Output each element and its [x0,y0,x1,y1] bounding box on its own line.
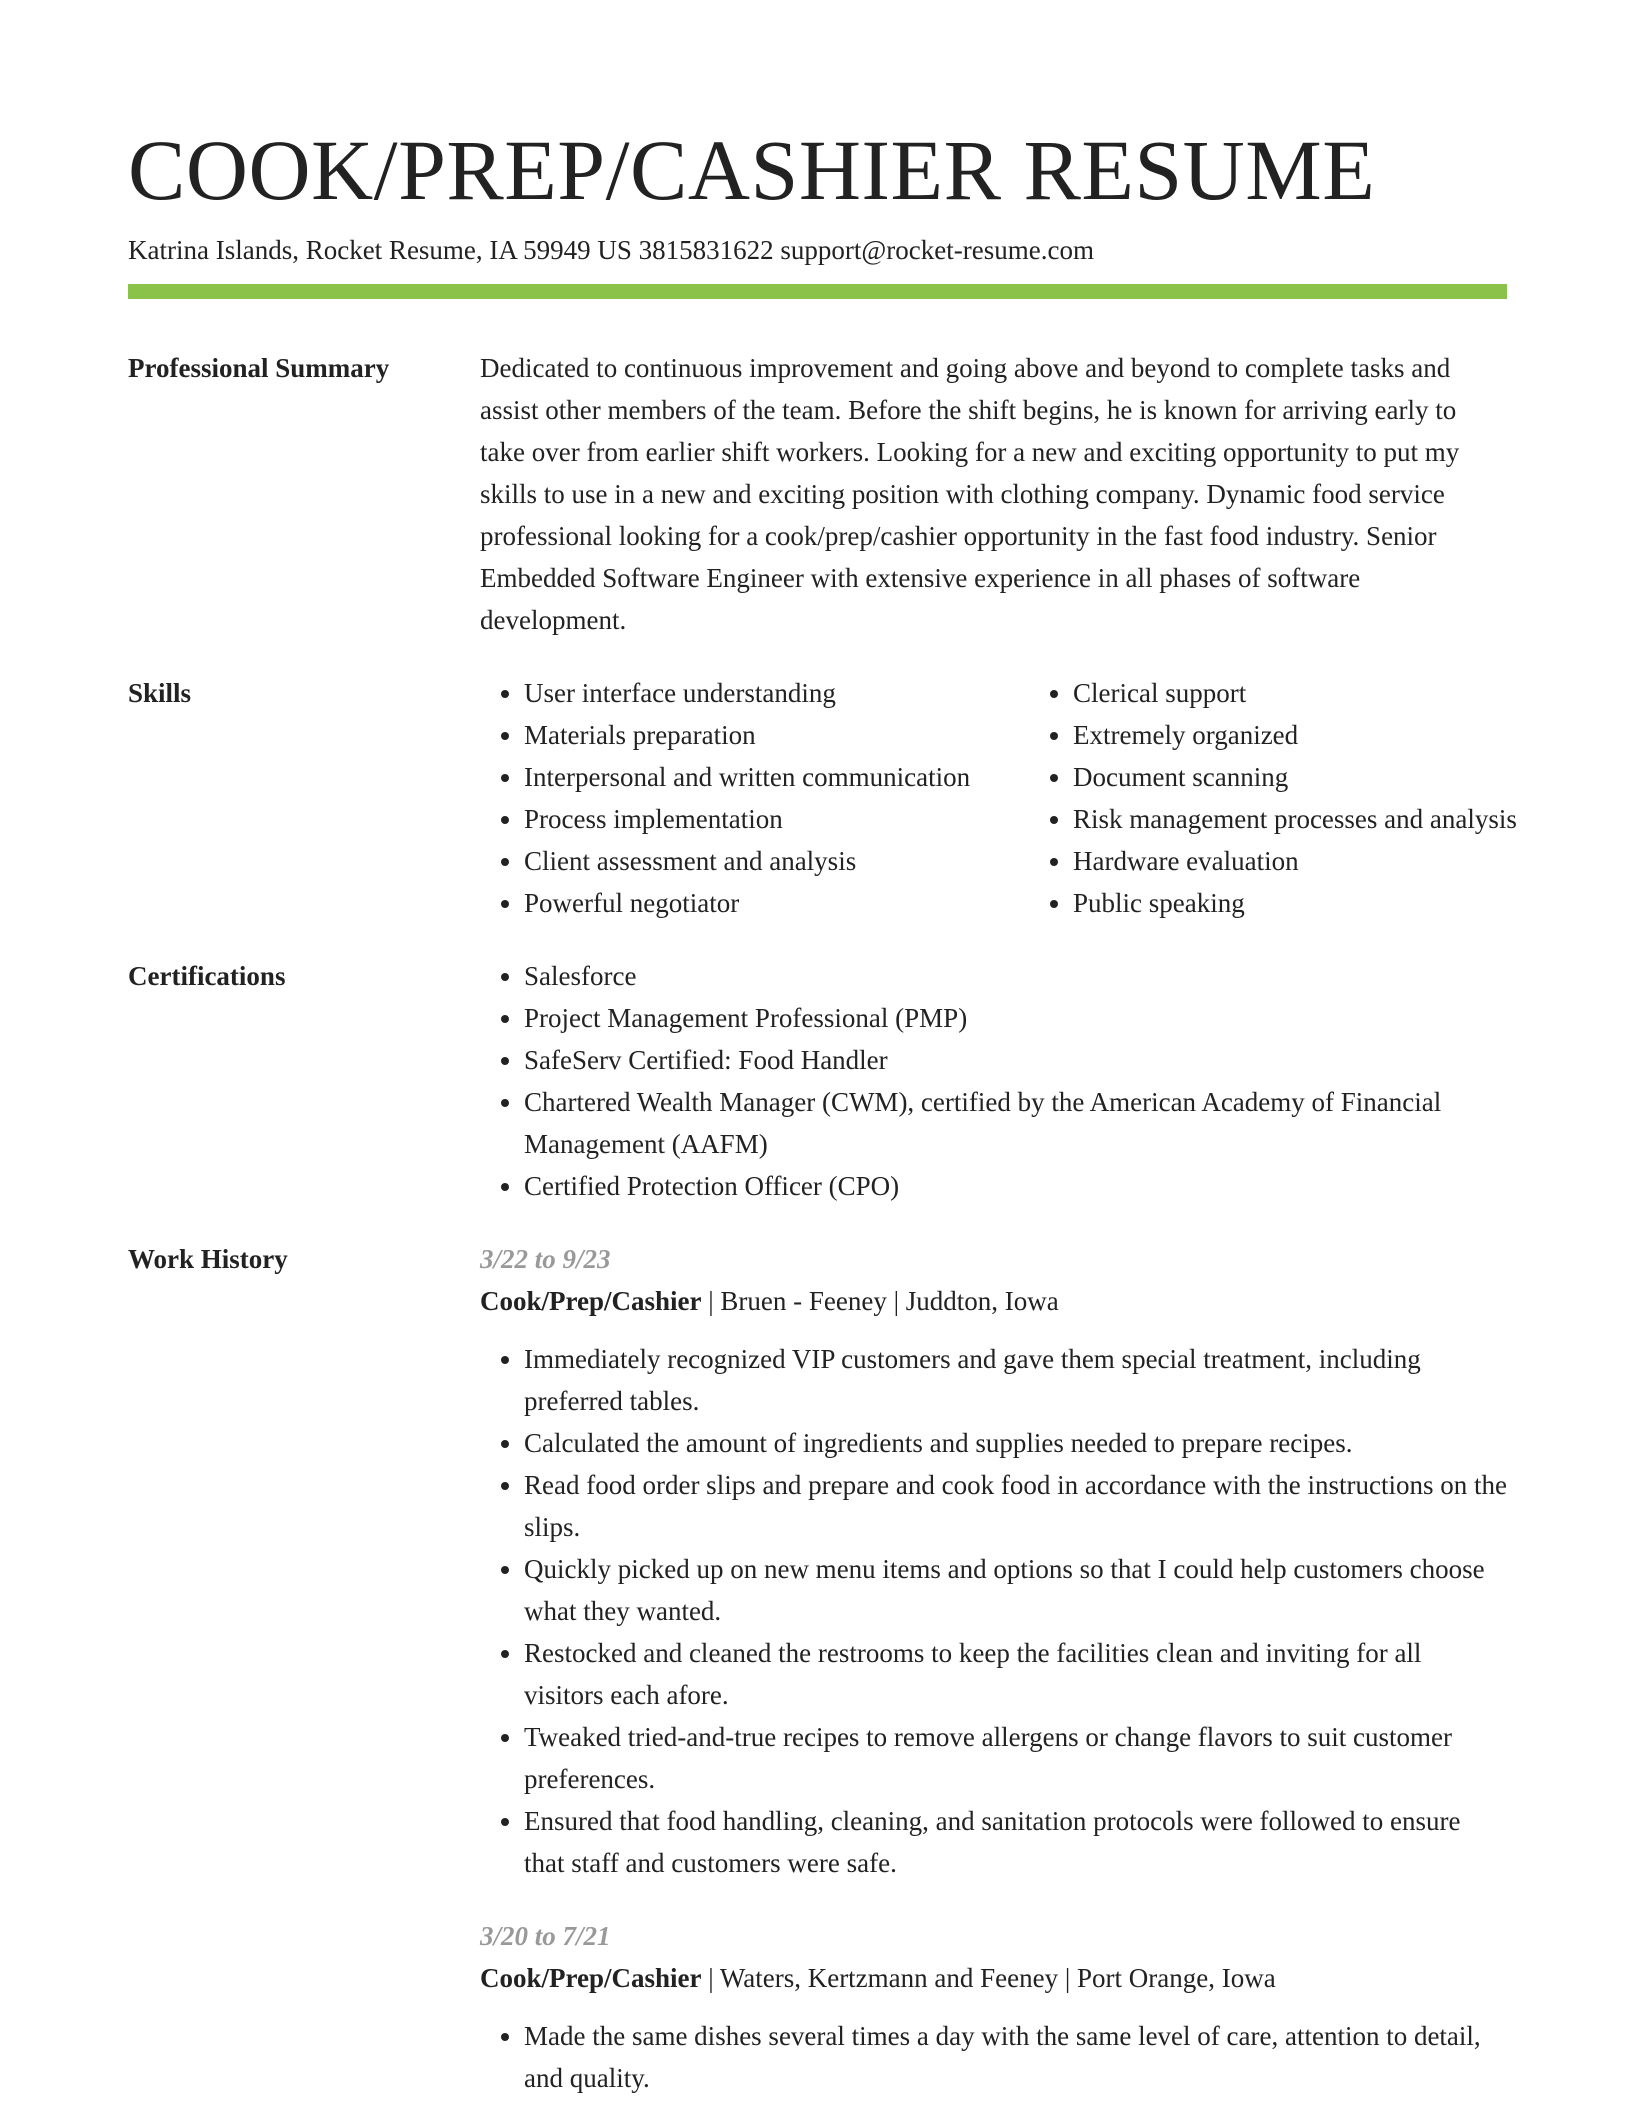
header-divider [128,284,1507,299]
job-bullet: • Immediately recognized VIP customers and gave them special treatment, including preferred tables. [524,1338,1507,1422]
skills-label: Skills [128,678,192,708]
work-history-section [128,1238,1507,2099]
skill-item: • Extremely organized [1073,714,1517,756]
work-history-label: Work History [128,1244,288,1274]
resume-title: COOK/PREP/CASHIER RESUME [128,122,1376,218]
certifications-label: Certifications [128,961,286,991]
summary-body [480,347,1507,641]
skill-item: • Clerical support [1073,672,1517,714]
certifications-list [480,955,1507,1207]
summary-text: Dedicated to continuous improvement and going above and beyond to complete tasks and assist other members of the team. Before the shift begins, he is known for arriving early to take over from earlier shift workers. Looking for a new and exciting opportunity to put my skills to use in a new and exciting position with clothing company. Dynamic food service professional looking for a cook/prep/cashier opportunity in the fast food industry. Senior Embedded Software Engineer with extensive experience in all phases of software development. [480,353,1460,635]
skill-item: • Client assessment and analysis [524,840,1029,882]
job-title: Cook/Prep/Cashier [480,1286,702,1316]
job-bullet: • Quickly picked up on new menu items and options so that I could help customers choose what they wanted. [524,1548,1507,1632]
job-bullet: • Read food order slips and prepare and cook food in accordance with the instructions on the slips. [524,1464,1507,1548]
job-details: | Waters, Kertzmann and Feeney | Port Orange, Iowa [701,1963,1276,1993]
job-bullet: • Ensured that food handling, cleaning, and sanitation protocols were followed to ensure that staff and customers were safe. [524,1800,1507,1884]
job-bullet: • Restocked and cleaned the restrooms to keep the facilities clean and inviting for all visitors each afore. [524,1632,1507,1716]
skills-body [480,672,1517,924]
certifications-section [128,955,1507,1207]
certification-item: • Project Management Professional (PMP) [524,997,1507,1039]
job-heading [480,1280,1507,1322]
job-dates: 3/22 to 9/23 [480,1244,611,1274]
job-bullet: • Made the same dishes several times a day with the same level of care, attention to detail, and quality. [524,2015,1507,2099]
job-entry [480,1915,1507,2099]
skill-item: • Powerful negotiator [524,882,1029,924]
summary-label: Professional Summary [128,353,390,383]
job-entry [480,1238,1507,1884]
contact-line: Katrina Islands, Rocket Resume, IA 59949 US 3815831622 support@rocket-resume.com [128,235,1094,265]
skill-item: • Public speaking [1073,882,1517,924]
certification-item: • Chartered Wealth Manager (CWM), certified by the American Academy of Financial Management (AAFM) [524,1081,1507,1165]
job-title: Cook/Prep/Cashier [480,1963,702,1993]
summary-section [128,347,1507,641]
certification-item: • Salesforce [524,955,1507,997]
job-details: | Bruen - Feeney | Juddton, Iowa [701,1286,1059,1316]
skill-item: • User interface understanding [524,672,1029,714]
skill-item: • Process implementation [524,798,1029,840]
skill-item: • Materials preparation [524,714,1029,756]
job-bullet: • Calculated the amount of ingredients and supplies needed to prepare recipes. [524,1422,1507,1464]
job-bullet: • Tweaked tried-and-true recipes to remove allergens or change flavors to suit customer preferences. [524,1716,1507,1800]
job-heading [480,1957,1507,1999]
skills-section [128,672,1517,924]
certifications-body [480,955,1507,1207]
job-bullets [480,2015,1507,2099]
certification-item: • Certified Protection Officer (CPO) [524,1165,1507,1207]
skill-item: • Risk management processes and analysis [1073,798,1517,840]
skills-list-col1 [480,672,1029,924]
skill-item: • Document scanning [1073,756,1517,798]
skills-list-col2 [1029,672,1517,924]
certification-item: • SafeServ Certified: Food Handler [524,1039,1507,1081]
job-dates: 3/20 to 7/21 [480,1921,611,1951]
job-bullets [480,1338,1507,1884]
skill-item: • Interpersonal and written communication [524,756,1029,798]
work-history-body [480,1238,1507,2099]
skill-item: • Hardware evaluation [1073,840,1517,882]
